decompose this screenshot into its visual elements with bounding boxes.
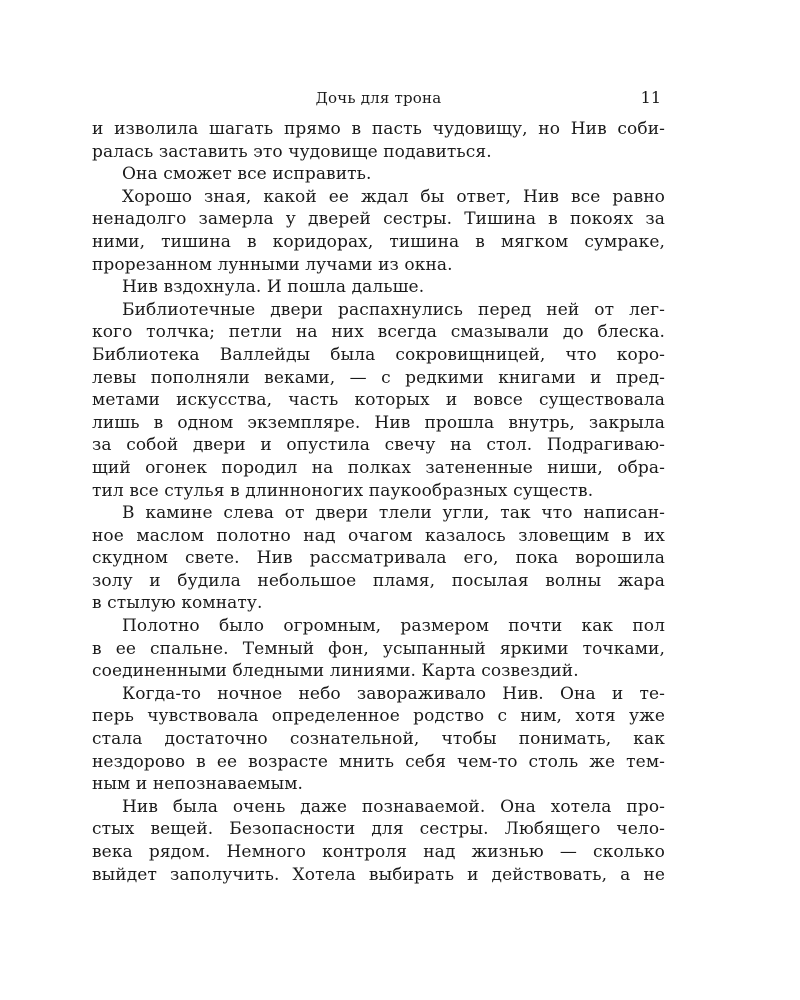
- text-line: ними, тишина в коридорах, тишина в мягком сумраке,: [92, 231, 665, 252]
- text-line: В камине слева от двери тлели угли, так что написан-: [122, 503, 665, 524]
- body-text: [92, 118, 665, 886]
- text-line: перь чувствовала определенное родство с ним, хотя уже: [92, 706, 665, 727]
- text-line: и изволила шагать прямо в пасть чудовищу, но Нив соби-: [92, 119, 665, 139]
- text-line: щий огонек породил на полках затененные ниши, обра-: [92, 457, 665, 478]
- text-line: скудном свете. Нив рассматривала его, пока ворошила: [92, 548, 665, 569]
- text-line: ное маслом полотно над очагом казалось зловещим в их: [92, 525, 665, 546]
- text-line: стых вещей. Безопасности для сестры. Любящего чело-: [92, 819, 665, 840]
- text-line: в стылую комнату.: [92, 593, 263, 614]
- text-line: Когда-то ночное небо завораживало Нив. Она и те-: [122, 683, 665, 704]
- text-line: ралась заставить это чудовище подавиться.: [92, 141, 492, 162]
- text-line: Библиотека Валлейды была сокровищницей, что коро-: [92, 344, 665, 365]
- page-number: 11: [640, 88, 661, 107]
- text-line: нездорово в ее возрасте мнить себя чем-то столь же тем-: [92, 751, 665, 772]
- text-line: тил все стулья в длинноногих паукообразных существ.: [92, 480, 594, 501]
- text-line: выйдет заполучить. Хотела выбирать и действовать, а не: [92, 864, 665, 885]
- text-line: метами искусства, часть которых и вовсе существовала: [92, 390, 665, 411]
- text-line: кого толчка; петли на них всегда смазывали до блеска.: [92, 322, 665, 343]
- text-line: за собой двери и опустила свечу на стол. Подрагиваю-: [92, 435, 665, 456]
- text-line: соединенными бледными линиями. Карта созвездий.: [92, 661, 579, 682]
- running-title: Дочь для трона: [315, 89, 442, 107]
- text-line: в ее спальне. Темный фон, усыпанный яркими точками,: [92, 638, 665, 659]
- text-line: золу и будила небольшое пламя, посылая волны жара: [92, 570, 665, 591]
- running-head: [92, 86, 665, 110]
- text-line: прорезанном лунными лучами из окна.: [92, 254, 453, 275]
- text-line: Полотно было огромным, размером почти как пол: [122, 616, 665, 637]
- text-line: ным и непознаваемым.: [92, 774, 304, 795]
- text-line: Нив была очень даже познаваемой. Она хотела про-: [122, 796, 665, 817]
- text-line: лишь в одном экземпляре. Нив прошла внутрь, закрыла: [92, 412, 665, 433]
- text-line: Хорошо зная, какой ее ждал бы ответ, Нив все равно: [122, 186, 665, 207]
- text-line: Нив вздохнула. И пошла дальше.: [122, 277, 425, 298]
- text-line: левы пополняли веками, — с редкими книгами и пред-: [92, 367, 665, 388]
- text-line: ненадолго замерла у дверей сестры. Тишина в покоях за: [92, 209, 665, 230]
- text-line: века рядом. Немного контроля над жизнью — сколько: [92, 842, 665, 862]
- text-line: стала достаточно сознательной, чтобы понимать, как: [92, 729, 665, 750]
- text-line: Она сможет все исправить.: [122, 164, 372, 185]
- text-line: Библиотечные двери распахнулись перед ней от лег-: [122, 299, 665, 320]
